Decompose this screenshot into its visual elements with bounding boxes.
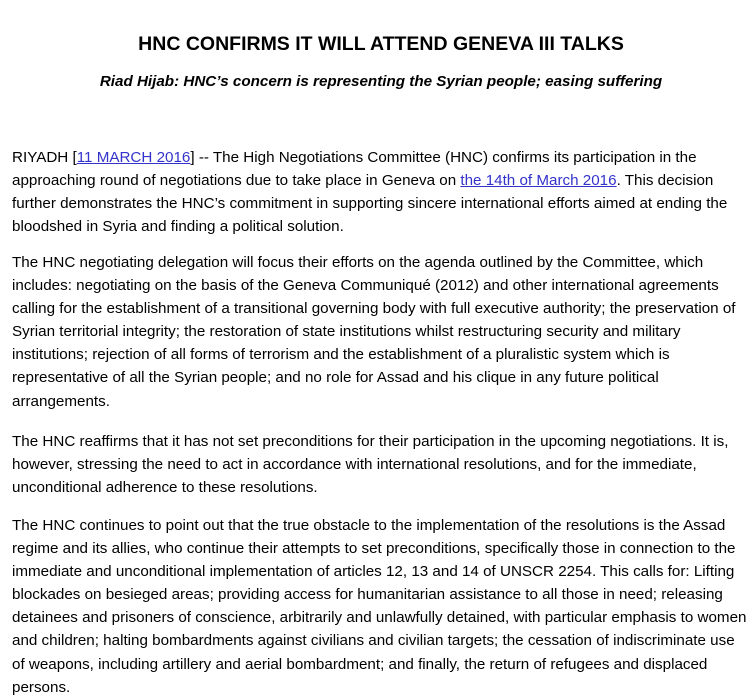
paragraph-obstacles: The HNC continues to point out that the true obstacle to the implementation of the resolutions is the Assad regime and its allies, who continue their attempts to set preconditions, specifically those in connection to the immediate and unconditional implementation of articles 12, 13 and 14 of UNSCR 2254. This calls for: Lifting blockades on besieged areas; providing access for humanitarian assistance to all those in need; releasing detainees and prisoners of conscience, arbitrarily and unlawfully detained, with particular emphasis to women and children; halting bombardments against civilians and civilian targets; the cessation of indiscriminate use of weapons, including artillery and aerial bombardment; and finally, the return of refugees and displaced persons. [12,517,747,696]
geneva-date-link[interactable]: the 14th of March 2016 [460,172,617,190]
intro-middle-text: ] -- The High Negotiations Committee (HNC) confirms its participation in the approaching round of negotiations due to take place in Geneva on [12,149,697,190]
dateline-prefix: RIYADH [ [12,149,77,166]
paragraph-preconditions: The HNC reaffirms that it has not set preconditions for their participation in the upcoming negotiations. It is, however, stressing the need to act in accordance with international resolutions, and for the immediate, unconditional adherence to these resolutions. [12,433,729,497]
headline: HNC CONFIRMS IT WILL ATTEND GENEVA III TALKS [138,33,624,55]
paragraph-agenda: The HNC negotiating delegation will focus their efforts on the agenda outlined by the Committee, which includes: negotiating on the basis of the Geneva Communiqué (2012) and other international agreements calling for the establishment of a transitional governing body with full executive authority; the preservation of Syrian territorial integrity; the restoration of state institutions whilst restructuring security and military institutions; rejection of all forms of terrorism and the establishment of a pluralistic system which is representative of all the Syrian people; and no role for Assad and his clique in any future political arrangements. [12,254,736,410]
subheadline: Riad Hijab: HNC’s concern is representing the Syrian people; easing suffering [99,73,663,90]
date-link[interactable]: 11 MARCH 2016 [76,149,191,166]
press-release [12,0,750,696]
intro-suffix-text: . This decision further demonstrates the HNC’s commitment in supporting sincere international efforts aimed at ending the bloodshed in Syria and finding a political solution. [12,172,728,236]
paragraph-intro [12,146,750,238]
